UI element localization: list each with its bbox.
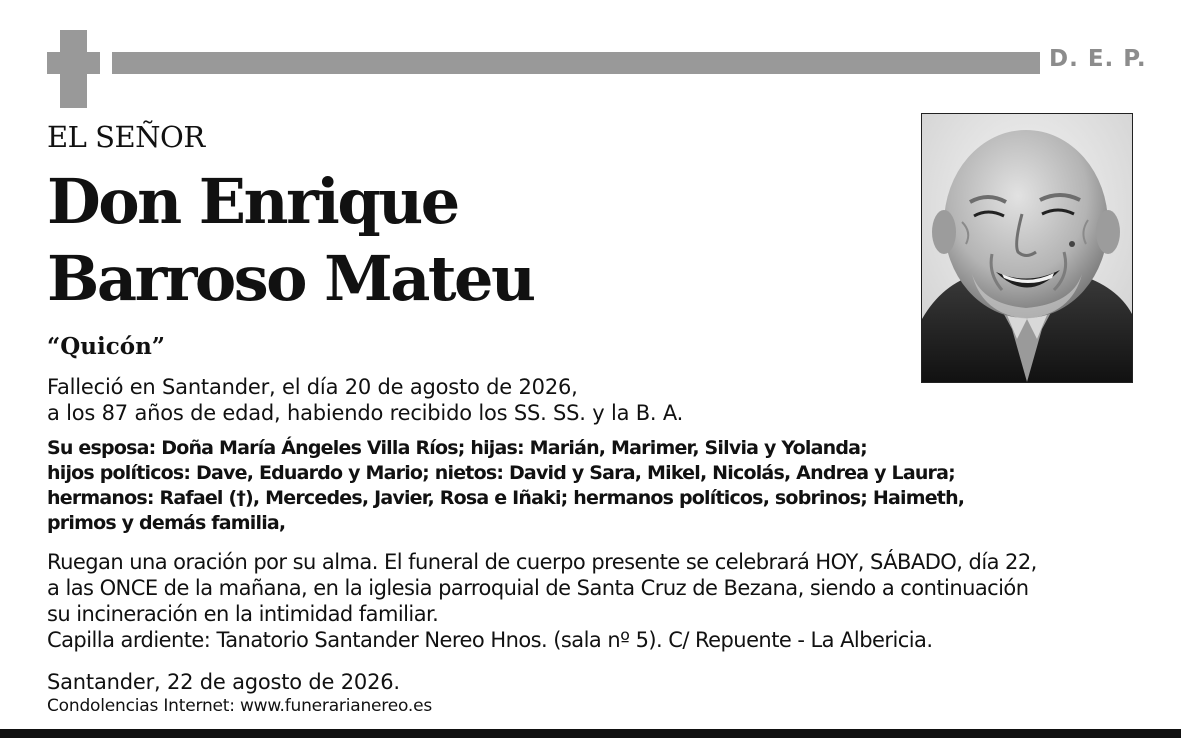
death-line: Falleció en Santander, el día 20 de agosto de 2026,: [47, 375, 578, 399]
death-notice: [47, 374, 683, 426]
name-line: Don Enrique: [47, 165, 458, 238]
name-line: Barroso Mateu: [47, 242, 534, 315]
death-line: a los 87 años de edad, habiendo recibido los SS. SS. y la B. A.: [47, 401, 684, 425]
place-date: Santander, 22 de agosto de 2026.: [47, 670, 400, 694]
deceased-name: [47, 163, 534, 317]
family-line: hermanos: Rafael (†), Mercedes, Javier, Rosa e Iñaki; hermanos políticos, sobrinos; Haimeth,: [47, 487, 965, 509]
cross-icon-crossbar: [47, 52, 100, 74]
funeral-line: Capilla ardiente: Tanatorio Santander Nereo Hnos. (sala nº 5). C/ Repuente - La Albericia.: [47, 628, 933, 652]
condolences-link[interactable]: Condolencias Internet: www.funerarianereo.es: [47, 696, 432, 716]
dep-label: D. E. P.: [1049, 46, 1147, 72]
nickname: “Quicón”: [47, 333, 166, 360]
header-rule: [112, 52, 1040, 74]
funeral-line: su incineración en la intimidad familiar.: [47, 602, 439, 626]
footer-rule: [0, 729, 1181, 738]
portrait-photo: [921, 113, 1133, 383]
funeral-line: Ruegan una oración por su alma. El funeral de cuerpo presente se celebrará HOY, SÁBADO, día 22,: [47, 550, 1037, 574]
funeral-details: [47, 549, 1037, 653]
family-line: hijos políticos: Dave, Eduardo y Mario; nietos: David y Sara, Mikel, Nicolás, Andrea y Laura;: [47, 462, 955, 484]
family-line: primos y demás familia,: [47, 512, 286, 534]
family-line: Su esposa: Doña María Ángeles Villa Ríos; hijas: Marián, Marimer, Silvia y Yolanda;: [47, 437, 867, 459]
funeral-line: a las ONCE de la mañana, en la iglesia parroquial de Santa Cruz de Bezana, siendo a continuación: [47, 576, 1029, 600]
honorific-prefix: EL SEÑOR: [47, 120, 205, 154]
family-list: [47, 436, 964, 536]
